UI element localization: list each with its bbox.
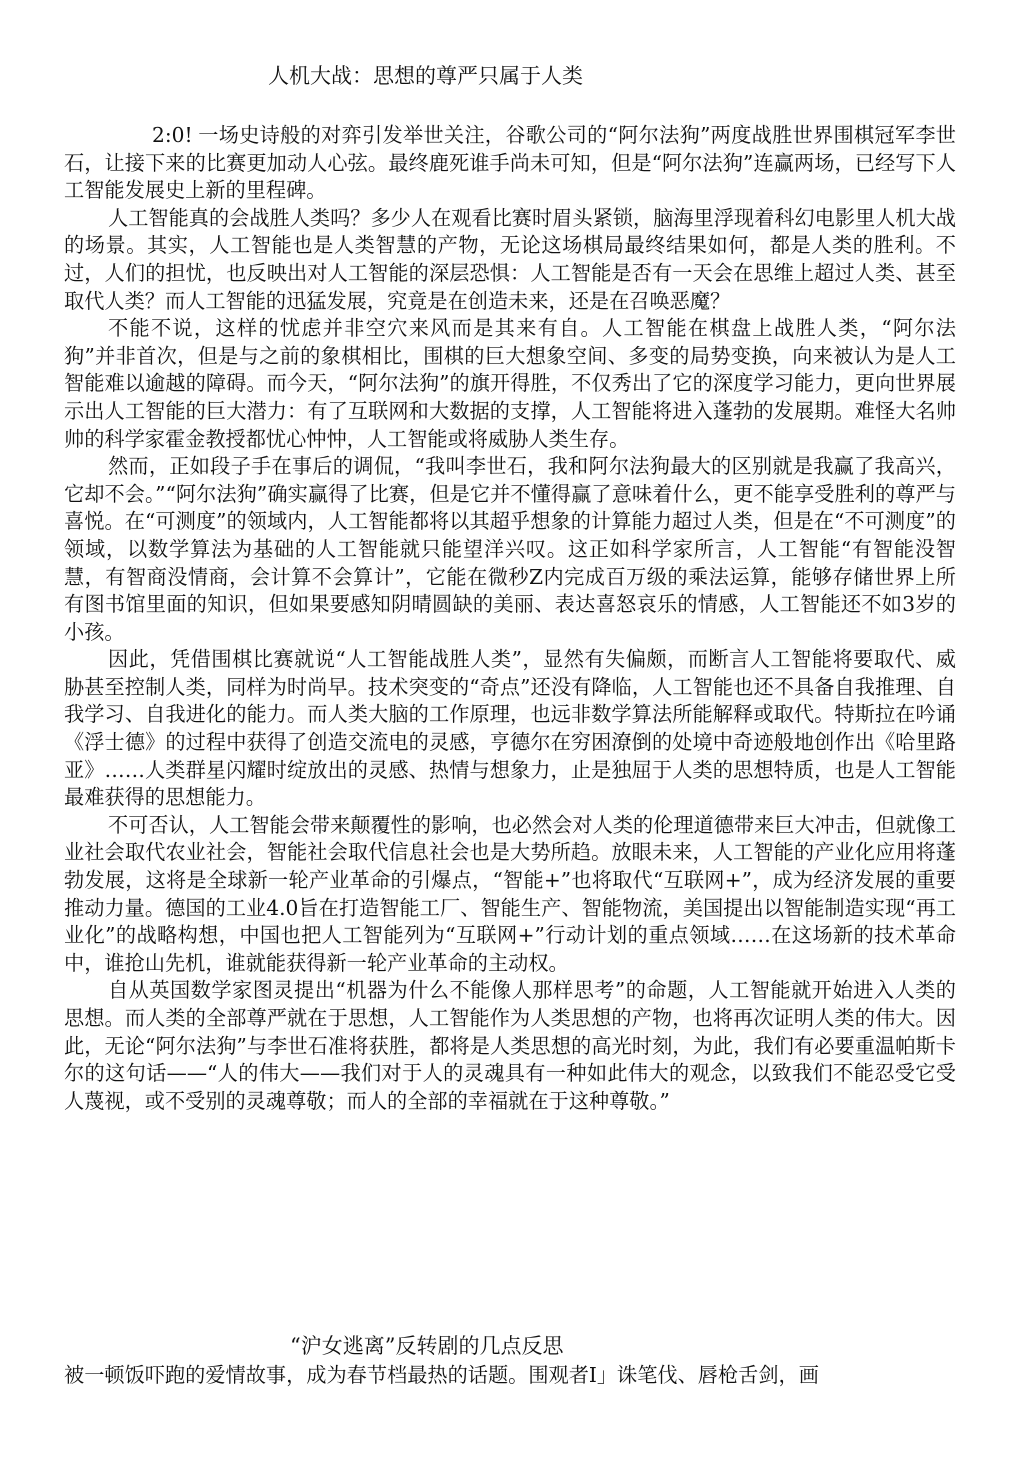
paragraph-text: 一场史诗般的对弈引发举世关注，谷歌公司的“阿尔法狗”两度战胜世界围棋冠军李世石，让接下来的比赛更加动人心弦。最终鹿死谁手尚未可知，但是“阿尔法狗”连赢两场，已经写下人工智能发展史上新的里程碑。 <box>64 123 956 203</box>
second-article-first-line: 被一顿饭吓跑的爱情故事，成为春节档最热的话题。围观者I」诛笔伐、唇枪舌剑，画 <box>64 1363 819 1387</box>
lead-number: 2:0! <box>152 123 193 147</box>
article-title: 人机大战：思想的尊严只属于人类 <box>268 64 583 88</box>
paragraph: 不可否认，人工智能会带来颠覆性的影响，也必然会对人类的伦理道德带来巨大冲击，但就像工业社会取代农业社会，智能社会取代信息社会也是大势所趋。放眼未来，人工智能的产业化应用将蓬勃发展，这将是全球新一轮产业革命的引爆点，“智能+”也将取代“互联网+”，成为经济发展的重要推动力量。德国的工业4.0旨在打造智能工厂、智能生产、智能物流，美国提出以智能制造实现“再工业化”的战略构想，中国也把人工智能列为“互联网+”行动计划的重点领域……在这场新的技术革命中，谁抢山先机，谁就能获得新一轮产业革命的主动权。 <box>64 812 956 975</box>
second-article-title: “沪女逃离”反转剧的几点反思 <box>290 1334 564 1358</box>
paragraph <box>64 122 956 205</box>
paragraph: 自从英国数学家图灵提出“机器为什么不能像人那样思考”的命题，人工智能就开始进入人类的思想。而人类的全部尊严就在于思想，人工智能作为人类思想的产物，也将再次证明人类的伟大。因此，无论“阿尔法狗”与李世石准将获胜，都将是人类思想的高光时刻，为此，我们有必要重温帕斯卡尔的这句话——“人的伟大——我们对于人的灵魂具有一种如此伟大的观念，以致我们不能忍受它受人蔑视，或不受别的灵魂尊敬；而人的全部的幸福就在于这种尊敬。” <box>64 978 956 1113</box>
paragraph: 因此，凭借围棋比赛就说“人工智能战胜人类”，显然有失偏颇，而断言人工智能将要取代、威胁甚至控制人类，同样为时尚早。技术突变的“奇点”还没有降临，人工智能也还不具备自我推理、自我学习、自我进化的能力。而人类大脑的工作原理，也远非数学算法所能解释或取代。特斯拉在吟诵《浮士德》的过程中获得了创造交流电的灵感，亨德尔在穷困潦倒的处境中奇迹般地创作出《哈里路亚》……人类群星闪耀时绽放出的灵感、热情与想象力，止是独屈于人类的思想特质，也是人工智能最难获得的思想能力。 <box>64 647 956 810</box>
paragraph: 人工智能真的会战胜人类吗？多少人在观看比赛时眉头紧锁，脑海里浮现着科幻电影里人机大战的场景。其实，人工智能也是人类智慧的产物，无论这场棋局最终结果如何，都是人类的胜利。不过，人们的担忧，也反映出对人工智能的深层恐惧：人工智能是否有一天会在思维上超过人类、甚至取代人类？而人工智能的迅猛发展，究竟是在创造未来，还是在召唤恶魔？ <box>64 205 956 313</box>
paragraph: 不能不说，这样的忧虑并非空穴来风而是其来有自。人工智能在棋盘上战胜人类，“阿尔法狗”并非首次，但是与之前的象棋相比，围棋的巨大想象空间、多变的局势变换，向来被认为是人工智能难以逾越的障碍。而今天，“阿尔法狗”的旗开得胜，不仅秀出了它的深度学习能力，更向世界展示出人工智能的巨大潜力：有了互联网和大数据的支撑，人工智能将进入蓬勃的发展期。难怪大名帅帅的科学家霍金教授都忧心忡忡，人工智能或将威胁人类生存。 <box>64 316 956 451</box>
article-body <box>64 122 956 1115</box>
paragraph: 然而，正如段子手在事后的调侃，“我叫李世石，我和阿尔法狗最大的区别就是我赢了我高兴，它却不会。”“阿尔法狗”确实赢得了比赛，但是它并不懂得赢了意味着什么，更不能享受胜利的尊严与喜悦。在“可测度”的领域内，人工智能都将以其超乎想象的计算能力超过人类，但是在“不可测度”的领域，以数学算法为基础的人工智能就只能望洋兴叹。这正如科学家所言，人工智能“有智能没智慧，有智商没情商，会计算不会算计”，它能在微秒Z内完成百万级的乘法运算，能够存储世界上所有图书馆里面的知识，但如果要感知阴晴圆缺的美丽、表达喜怒哀乐的情感，人工智能还不如3岁的小孩。 <box>64 454 956 644</box>
